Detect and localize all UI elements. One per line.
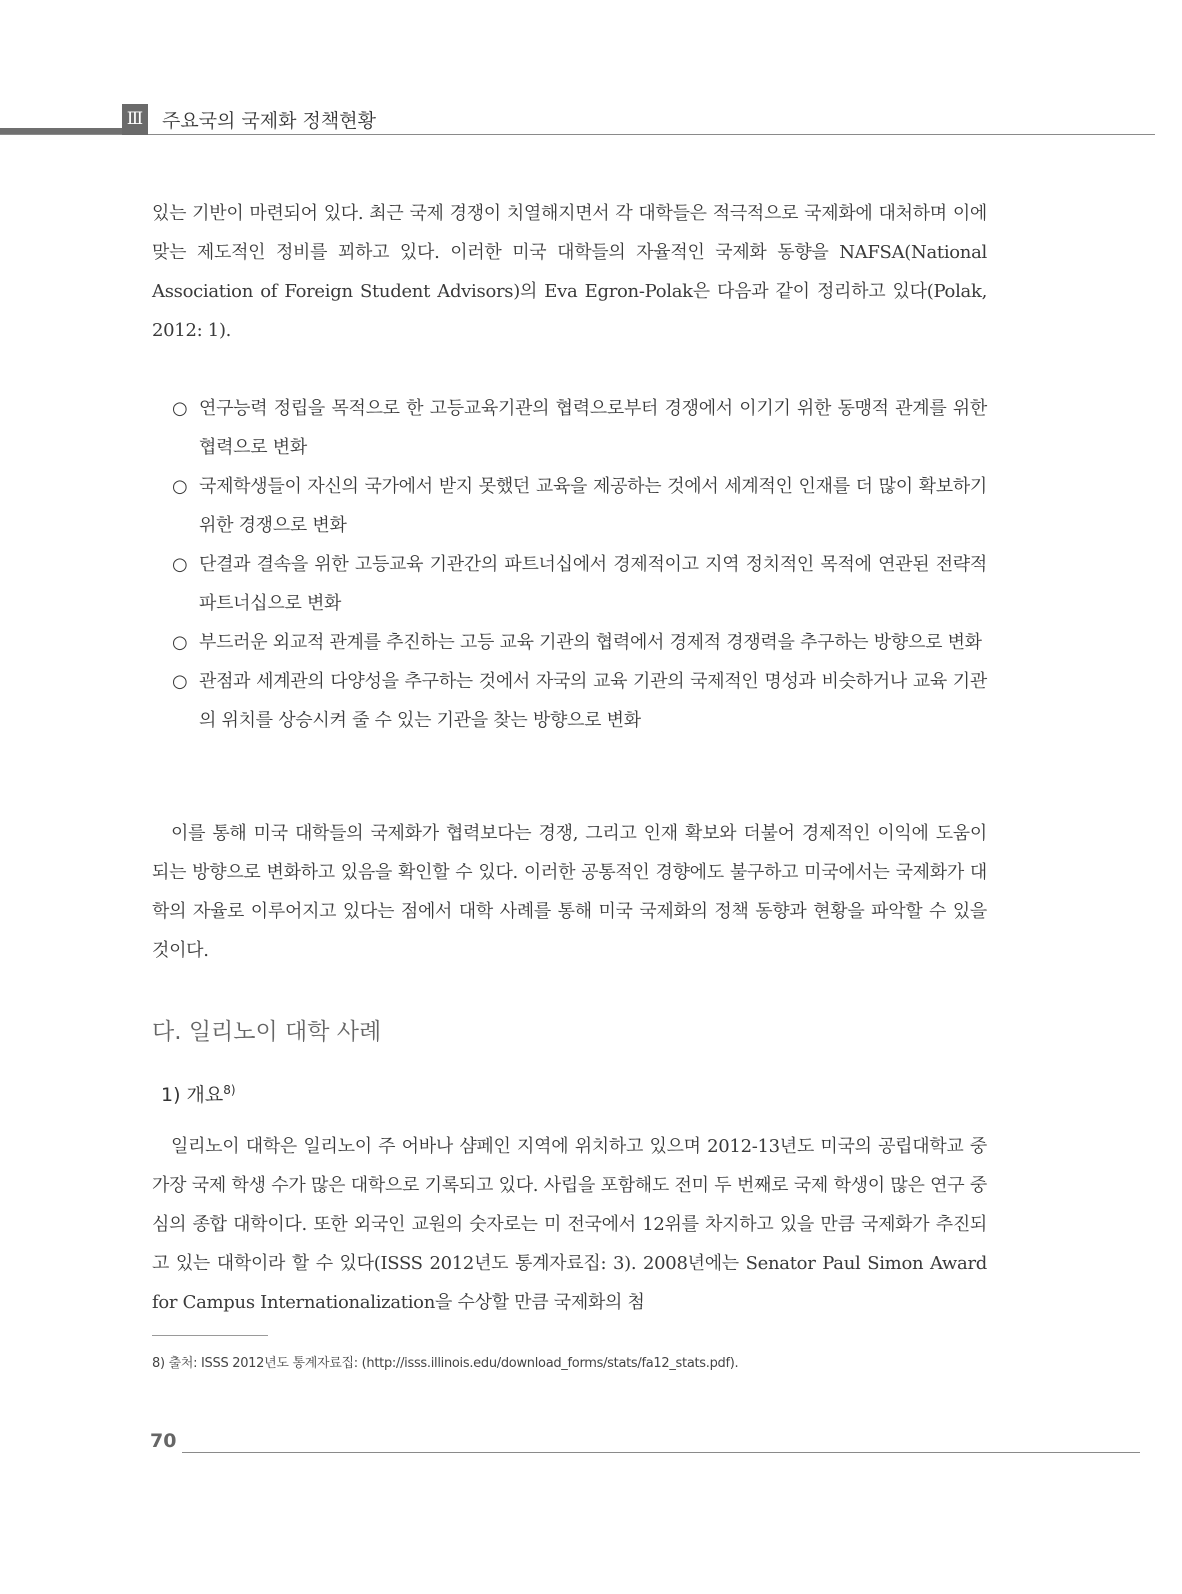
chapter-number-badge: Ⅲ [122,104,148,135]
bullet-text: 부드러운 외교적 관계를 추진하는 고등 교육 기관의 협력에서 경제적 경쟁력을 추구하는 방향으로 변화 [199,632,982,653]
bullet-text: 단결과 결속을 위한 고등교육 기관간의 파트너십에서 경제적이고 지역 정치적인 목적에 연관된 전략적 파트너십으로 변화 [199,554,987,614]
bullet-item [172,467,987,545]
circle-bullet-icon: ○ [172,632,188,653]
page-number: 70 [150,1430,177,1452]
overview-paragraph: 일리노이 대학은 일리노이 주 어바나 샴페인 지역에 위치하고 있으며 2012-13년도 미국의 공립대학교 중 가장 국제 학생 수가 많은 대학으로 기록되고 있다. 사립을 포함해도 전미 두 번째로 국제 학생이 많은 연구 중심의 종합 대학이다. 또한 외국인 교원의 숫자로는 미 전국에서 12위를 차지하고 있을 만큼 국제화가 추진되고 있는 대학이라 할 수 있다(ISSS 2012년도 통계자료집: 3). 2008년에는 Senator Paul Simon Award for Campus Internationalization을 수상할 만큼 국제화의 첨 [152,1136,987,1313]
summary-paragraph: 이를 통해 미국 대학들의 국제화가 협력보다는 경쟁, 그리고 인재 확보와 더불어 경제적인 이익에 도움이 되는 방향으로 변화하고 있음을 확인할 수 있다. 이러한 공통적인 경향에도 불구하고 미국에서는 국제화가 대학의 자율로 이루어지고 있다는 점에서 대학 사례를 통해 미국 국제화의 정책 동향과 현황을 파악할 수 있을 것이다. [152,823,987,961]
footnote-reference[interactable]: 8) [223,1083,236,1097]
subsection-heading [161,1080,236,1107]
bullet-list [172,389,987,740]
footnote-divider [152,1335,268,1336]
bullet-item [172,662,987,740]
bullet-text: 연구능력 정립을 목적으로 한 고등교육기관의 협력으로부터 경쟁에서 이기기 위한 동맹적 관계를 위한 협력으로 변화 [199,398,987,458]
circle-bullet-icon: ○ [172,398,188,419]
bullet-item [172,623,987,662]
bullet-item [172,545,987,623]
footnote: 8) 출처: ISSS 2012년도 통계자료집: (http://isss.illinois.edu/download_forms/stats/fa12_stats.pdf). [152,1356,739,1371]
subsection-title: 1) 개요 [161,1084,224,1106]
circle-bullet-icon: ○ [172,671,188,692]
circle-bullet-icon: ○ [172,476,188,497]
bullet-text: 국제학생들이 자신의 국가에서 받지 못했던 교육을 제공하는 것에서 세계적인 인재를 더 많이 확보하기 위한 경쟁으로 변화 [199,476,987,536]
header-rule [0,134,1155,135]
intro-paragraph: 있는 기반이 마련되어 있다. 최근 국제 경쟁이 치열해지면서 각 대학들은 적극적으로 국제화에 대처하며 이에 맞는 제도적인 정비를 꾀하고 있다. 이러한 미국 대학들의 자율적인 국제화 동향을 NAFSA(National Association of Foreign Student Advisors)의 Eva Egron-Polak은 다음과 같이 정리하고 있다(Polak, 2012: 1). [152,203,987,341]
circle-bullet-icon: ○ [172,554,188,575]
bullet-text: 관점과 세계관의 다양성을 추구하는 것에서 자국의 교육 기관의 국제적인 명성과 비슷하거나 교육 기관의 위치를 상승시켜 줄 수 있는 기관을 찾는 방향으로 변화 [199,671,987,731]
chapter-title: 주요국의 국제화 정책현황 [162,110,376,132]
bullet-item [172,389,987,467]
section-heading: 다. 일리노이 대학 사례 [152,1019,382,1045]
footer-rule [182,1452,1140,1453]
